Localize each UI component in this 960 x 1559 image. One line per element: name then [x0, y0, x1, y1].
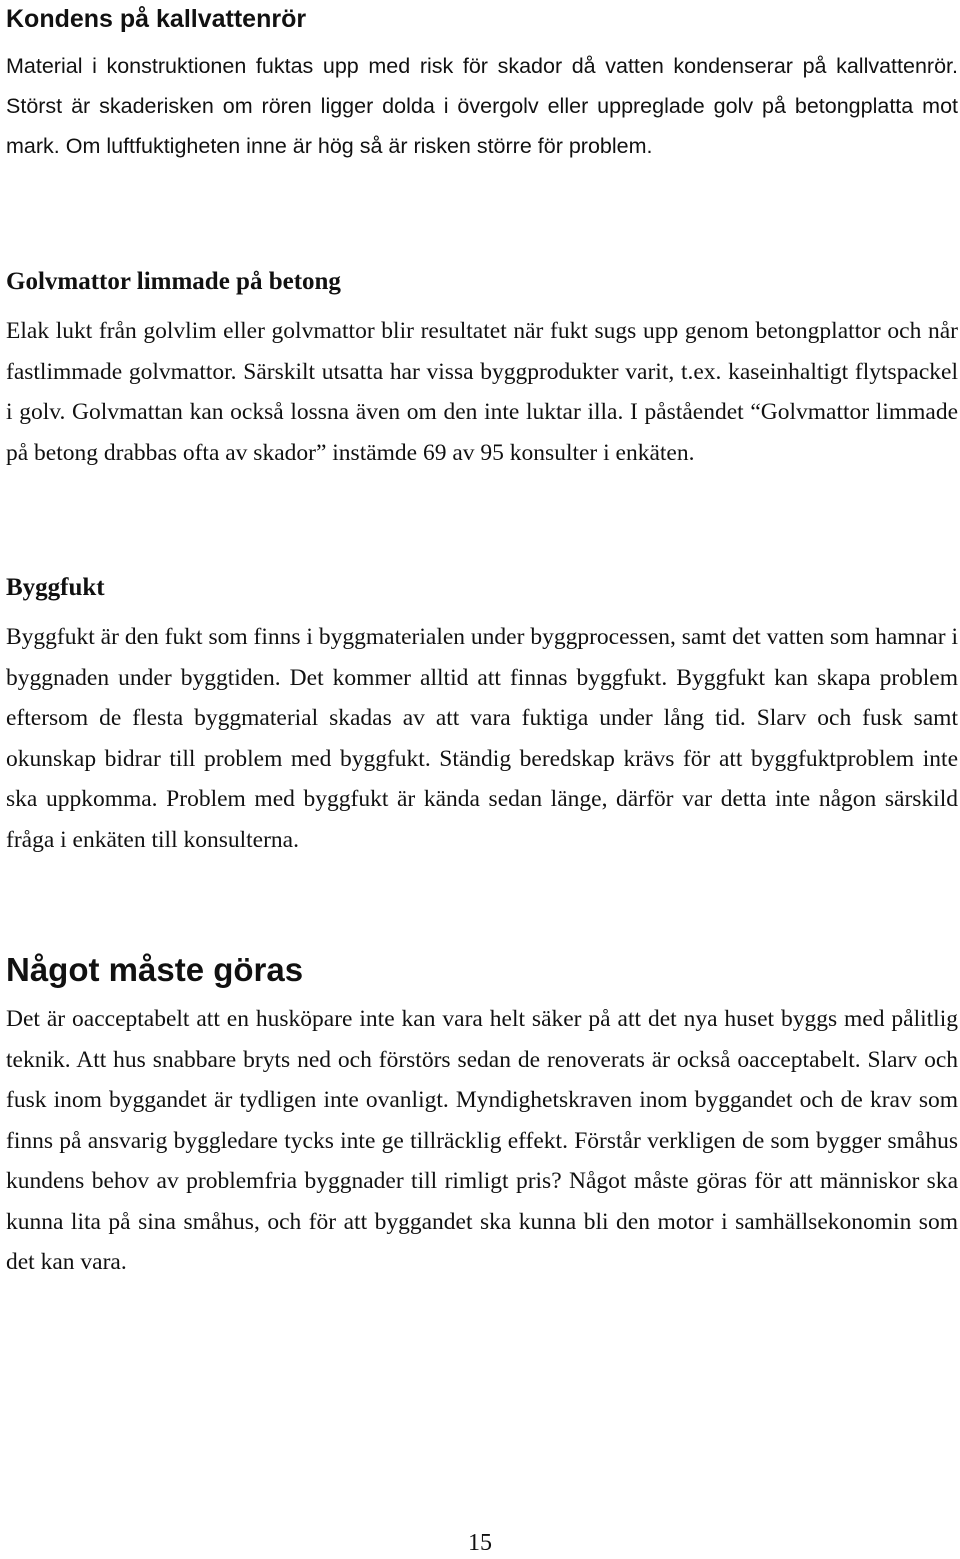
- section-heading: Kondens på kallvattenrör: [6, 5, 307, 33]
- section-heading: Byggfukt: [6, 574, 105, 601]
- section-kondens: [6, 2, 958, 166]
- section-heading: Något måste göras: [6, 951, 304, 988]
- section-body: Det är oacceptabelt att en husköpare inte kan vara helt säker på att det nya huset byggs med pålitlig teknik. Att hus snabbare bryts ned och förstörs sedan de renoverats är också oacceptabelt. Slarv och fusk inom byggandet är tydligen inte ovanligt. Myndighetskraven inom byggandet och de krav som finns på ansvarig byggledare tycks inte ge tillräcklig effekt. Förstår verkligen de som bygger småhus kundens behov av problemfria byggnader till rimligt pris? Något måste göras för att människor ska kunna lita på sina småhus, och för att byggandet ska kunna bli den motor i samhällsekonomin som det kan vara.: [6, 1006, 958, 1275]
- section-heading: Golvmattor limmade på betong: [6, 268, 341, 295]
- page-number: 15: [468, 1530, 492, 1556]
- section-body: Material i konstruktionen fuktas upp med risk för skador då vatten kondenserar på kallvattenrör. Störst är skaderisken om rören ligger dolda i övergolv eller uppreglade golv på betongplatta mot mark. Om luftfuktigheten inne är hög så är risken större för problem.: [6, 54, 958, 158]
- section-body: Elak lukt från golvlim eller golvmattor blir resultatet när fukt sugs upp genom betongplattor och når fastlimmade golvmattor. Särskilt utsatta har vissa byggprodukter varit, t.ex. kaseinhaltigt flytspackel i golv. Golvmattan kan också lossna även om den inte luktar illa. I påståendet “Golvmattor limmade på betong drabbas ofta av skador” instämde 69 av 95 konsulter i enkäten.: [6, 318, 958, 466]
- section-byggfukt: [6, 571, 958, 860]
- section-golvmattor: [6, 265, 958, 473]
- section-nagot-maste-goras: [6, 953, 958, 1283]
- section-body: Byggfukt är den fukt som finns i byggmaterialen under byggprocessen, samt det vatten som hamnar i byggnaden under byggtiden. Det kommer alltid att finnas byggfukt. Byggfukt kan skapa problem eftersom de flesta byggmaterial skadas av att vara fuktiga under lång tid. Slarv och fusk samt okunskap bidrar till problem med byggfukt. Ständig beredskap krävs för att byggfuktproblem inte ska uppkomma. Problem med byggfukt är kända sedan länge, därför var detta inte någon särskild fråga i enkäten till konsulterna.: [6, 624, 958, 853]
